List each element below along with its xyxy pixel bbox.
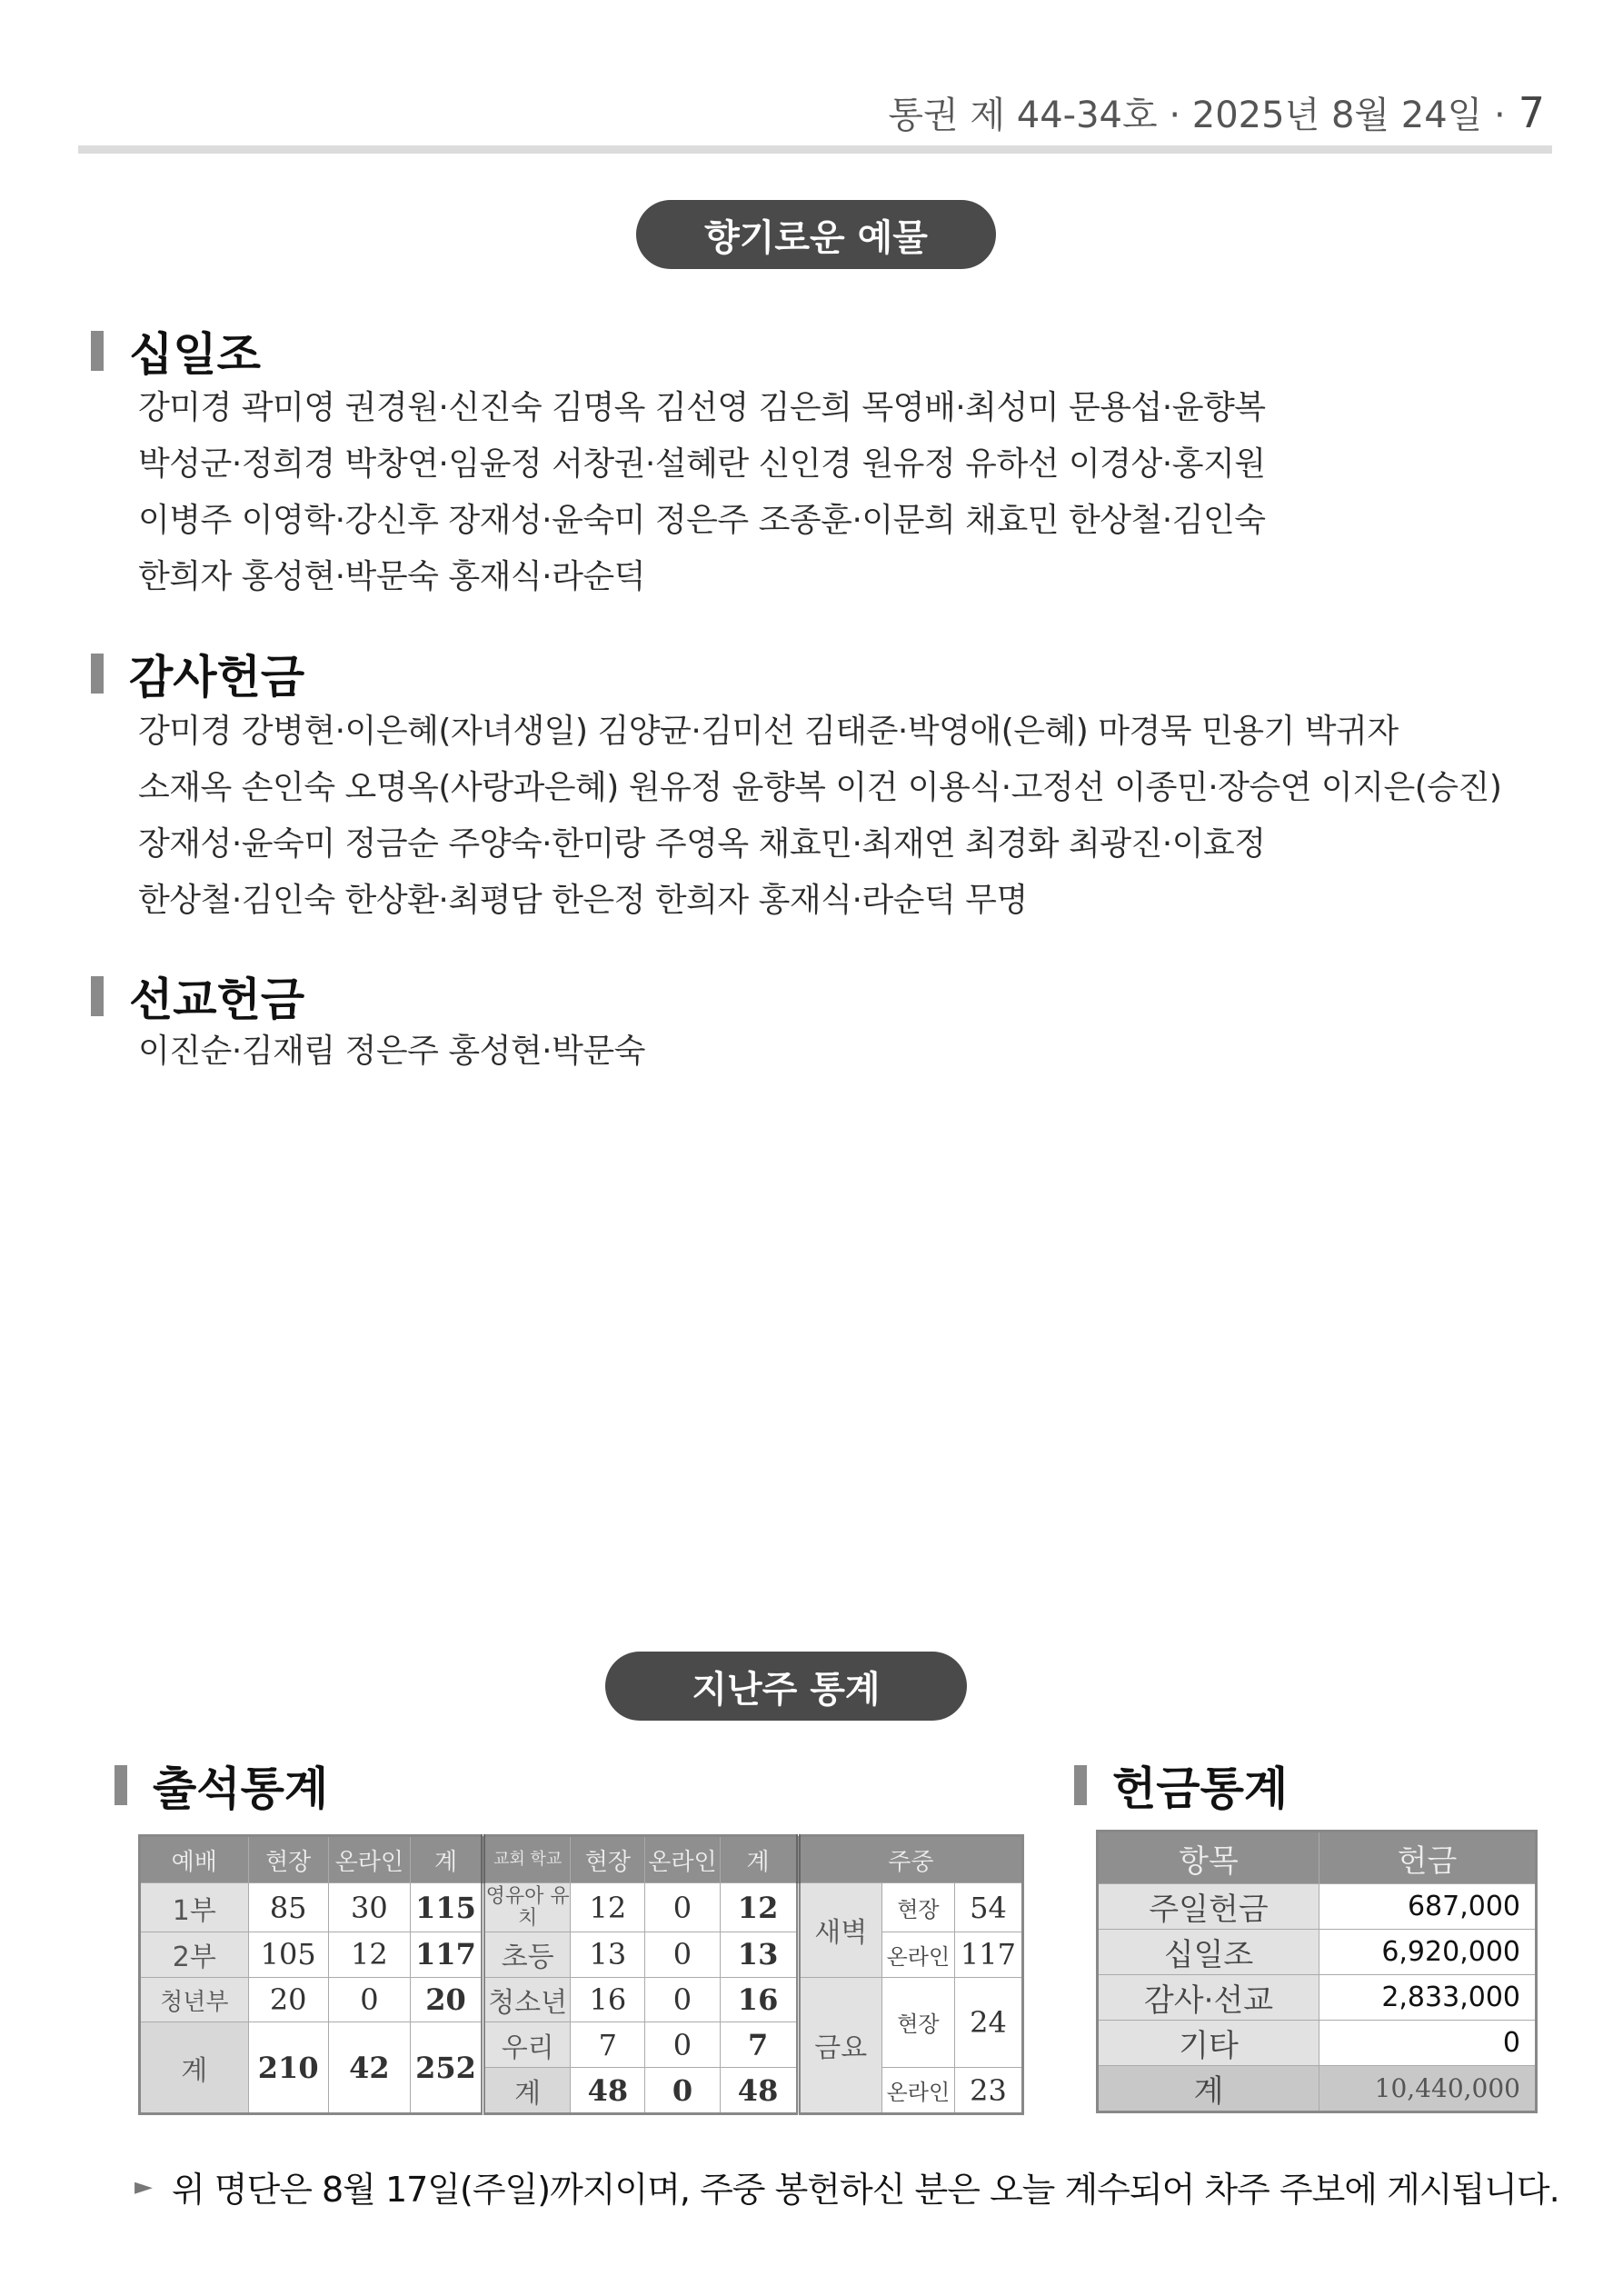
worship-sum: 252 xyxy=(410,2022,483,2114)
tithe-line: 이병주 이영학·강신후 장재성·윤숙미 정은주 조종훈·이문희 채효민 한상철·김인숙 xyxy=(138,502,1266,539)
weekday-online-label: 온라인 xyxy=(881,2068,954,2114)
worship-onsite: 210 xyxy=(248,2022,328,2114)
worship-online: 12 xyxy=(328,1932,410,1978)
offering-amount: 6,920,000 xyxy=(1319,1930,1537,1975)
weekday-name: 금요 xyxy=(798,1977,881,2113)
col-weekday: 주중 xyxy=(798,1836,1022,1883)
attendance-table xyxy=(138,1834,1024,2115)
school-onsite: 16 xyxy=(571,1977,645,2022)
footnote xyxy=(134,2161,1559,2211)
table-header-row xyxy=(1098,1832,1537,1884)
issue-info: 통권 제 44-34호 · 2025년 8월 24일 · xyxy=(888,95,1506,136)
table-row xyxy=(140,1883,1023,1932)
header-divider xyxy=(78,145,1552,154)
offering-item: 감사·선교 xyxy=(1098,1975,1319,2021)
offering-item: 기타 xyxy=(1098,2021,1319,2066)
weekday-onsite: 54 xyxy=(954,1883,1022,1932)
worship-sum: 115 xyxy=(410,1883,483,1932)
worship-sum: 20 xyxy=(410,1977,483,2022)
table-header-row xyxy=(140,1836,1023,1883)
triangle-right-icon: ► xyxy=(134,2172,152,2201)
worship-online: 42 xyxy=(328,2022,410,2114)
col-sum: 계 xyxy=(410,1836,483,1883)
section-marker xyxy=(91,331,104,371)
offering-item: 십일조 xyxy=(1098,1930,1319,1975)
school-sum: 16 xyxy=(720,1977,798,2022)
col-online: 온라인 xyxy=(328,1836,410,1883)
col-item: 항목 xyxy=(1098,1832,1319,1884)
worship-sum: 117 xyxy=(410,1932,483,1978)
school-onsite: 12 xyxy=(571,1883,645,1932)
weekday-online: 23 xyxy=(954,2068,1022,2114)
worship-onsite: 85 xyxy=(248,1883,328,1932)
thanks-line: 강미경 강병현·이은혜(자녀생일) 김양균·김미선 김태준·박영애(은혜) 마경묵 민용기 박귀자 xyxy=(138,713,1399,750)
table-row xyxy=(1098,1930,1537,1975)
section-marker xyxy=(91,976,104,1016)
table-row xyxy=(1098,2021,1537,2066)
school-name: 청소년 xyxy=(483,1977,571,2022)
section-marker xyxy=(115,1765,127,1805)
thanks-line: 한상철·김인숙 한상환·최평담 한은정 한희자 홍재식·라순덕 무명 xyxy=(138,882,1028,919)
stats-banner: 지난주 통계 xyxy=(605,1652,967,1721)
school-sum: 12 xyxy=(720,1883,798,1932)
school-online: 0 xyxy=(645,1883,720,1932)
worship-online: 0 xyxy=(328,1977,410,2022)
school-online: 0 xyxy=(645,2068,720,2114)
offering-item: 주일헌금 xyxy=(1098,1884,1319,1930)
section-marker xyxy=(1074,1765,1087,1805)
worship-name: 1부 xyxy=(140,1883,249,1932)
worship-online: 30 xyxy=(328,1883,410,1932)
section-marker xyxy=(91,654,104,694)
school-onsite: 7 xyxy=(571,2022,645,2068)
offering-amount: 0 xyxy=(1319,2021,1537,2066)
weekday-onsite: 24 xyxy=(954,1977,1022,2067)
school-online: 0 xyxy=(645,2022,720,2068)
col-amount: 헌금 xyxy=(1319,1832,1537,1884)
worship-onsite: 20 xyxy=(248,1977,328,2022)
table-row xyxy=(1098,1975,1537,2021)
mission-line: 이진순·김재림 정은주 홍성현·박문숙 xyxy=(138,1033,645,1070)
table-row-total xyxy=(1098,2066,1537,2112)
thanks-line: 소재옥 손인숙 오명옥(사랑과은혜) 원유정 윤향복 이건 이용식·고정선 이종민·장승연 이지은(승진) xyxy=(138,769,1502,806)
tithe-line: 한희자 홍성현·박문숙 홍재식·라순덕 xyxy=(138,558,645,595)
page-number: 7 xyxy=(1518,88,1545,137)
offering-item: 계 xyxy=(1098,2066,1319,2112)
offering-stats-title: 헌금통계 xyxy=(1074,1752,1288,1818)
section-title-thanks: 감사헌금 xyxy=(91,641,304,706)
school-onsite: 13 xyxy=(571,1932,645,1978)
table-row xyxy=(140,1932,1023,1978)
offering-amount: 10,440,000 xyxy=(1319,2066,1537,2112)
offering-banner: 향기로운 예물 xyxy=(636,200,996,269)
tithe-line: 강미경 곽미영 권경원·신진숙 김명옥 김선영 김은희 목영배·최성미 문용섭·윤향복 xyxy=(138,389,1266,426)
school-onsite: 48 xyxy=(571,2068,645,2114)
footnote-text: 위 명단은 8월 17일(주일)까지이며, 주중 봉헌하신 분은 오늘 계수되어 차주 주보에 게시됩니다. xyxy=(172,2170,1559,2210)
col-worship: 예배 xyxy=(140,1836,249,1883)
col-online: 온라인 xyxy=(645,1836,720,1883)
worship-name: 계 xyxy=(140,2022,249,2114)
weekday-online-label: 온라인 xyxy=(881,1932,954,1978)
school-online: 0 xyxy=(645,1977,720,2022)
col-onsite: 현장 xyxy=(248,1836,328,1883)
thanks-line: 장재성·윤숙미 정금순 주양숙·한미랑 주영옥 채효민·최재연 최경화 최광진·이효정 xyxy=(138,825,1266,863)
weekday-onsite-label: 현장 xyxy=(881,1883,954,1932)
worship-onsite: 105 xyxy=(248,1932,328,1978)
attendance-title: 출석통계 xyxy=(115,1752,328,1818)
school-name: 초등 xyxy=(483,1932,571,1978)
col-onsite: 현장 xyxy=(571,1836,645,1883)
school-online: 0 xyxy=(645,1932,720,1978)
school-name: 우리 xyxy=(483,2022,571,2068)
section-title-mission: 선교헌금 xyxy=(91,963,304,1029)
offering-amount: 687,000 xyxy=(1319,1884,1537,1930)
worship-name: 2부 xyxy=(140,1932,249,1978)
school-sum: 13 xyxy=(720,1932,798,1978)
col-sum: 계 xyxy=(720,1836,798,1883)
offering-stats-table xyxy=(1096,1830,1538,2113)
table-row xyxy=(1098,1884,1537,1930)
school-name: 영유아 유치 xyxy=(483,1883,571,1932)
col-school: 교회 학교 xyxy=(483,1836,571,1883)
weekday-online: 117 xyxy=(954,1932,1022,1978)
offering-amount: 2,833,000 xyxy=(1319,1975,1537,2021)
section-title-tithe: 십일조 xyxy=(91,318,261,384)
school-name: 계 xyxy=(483,2068,571,2114)
weekday-onsite-label: 현장 xyxy=(881,1977,954,2067)
school-sum: 7 xyxy=(720,2022,798,2068)
table-row xyxy=(140,1977,1023,2022)
page-header xyxy=(888,86,1545,138)
tithe-line: 박성군·정희경 박창연·임윤정 서창권·설혜란 신인경 원유정 유하선 이경상·홍지원 xyxy=(138,445,1266,483)
weekday-name: 새벽 xyxy=(798,1883,881,1978)
school-sum: 48 xyxy=(720,2068,798,2114)
worship-name: 청년부 xyxy=(140,1977,249,2022)
